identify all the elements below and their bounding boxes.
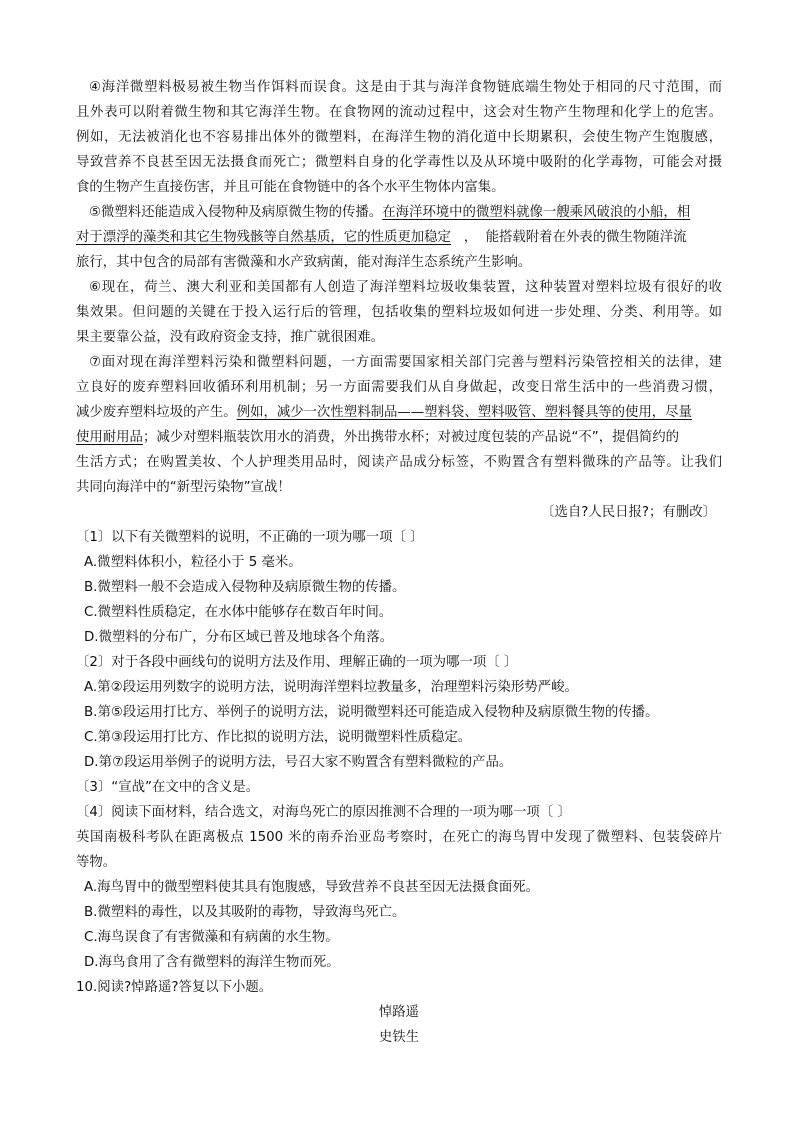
- paragraph-line: 集效果。但问题的关键在于投入运行后的管理，包括收集的塑料垃圾如何进一步处理、分类、利用等。如: [76, 305, 722, 320]
- paragraph-6: [76, 275, 722, 350]
- underlined-sentence: 在海洋环境中的微塑料就像一艘乘风破浪的小船，相: [382, 205, 691, 220]
- paragraph-line: 例如，无法被消化也不容易排出体外的微塑料，在海洋生物的消化道中长期累积，会使生物产生饱腹感，: [76, 130, 722, 145]
- paragraph-7: [76, 350, 722, 500]
- underlined-sentence: 例如，减少一次性塑料制品——塑料袋、塑料吸管、塑料餐具等的使用，尽量: [236, 405, 692, 420]
- plain-text: ， 能搭载附着在外表的微生物随洋流: [450, 230, 687, 245]
- option-d: D.海鸟食用了含有微塑料的海洋生物而死。: [84, 955, 340, 970]
- paragraph-4: [76, 75, 722, 200]
- paragraph-line: 果主要靠公益，没有政府资金支持，推广就很困难。: [76, 330, 384, 345]
- option-a: A.微塑料体积小，粒径小于 5 毫米。: [84, 555, 302, 570]
- question-stem: 〔3〕“宣战”在文中的含义是。: [76, 780, 260, 795]
- question-stem: 〔1〕以下有关微塑料的说明，不正确的一项为哪一项〔 〕: [76, 530, 424, 545]
- paragraph-line: 生活方式；在购置美妆、个人护理类用品时，阅读产品成分标签，不购置含有塑料微珠的产品等。让我们: [76, 455, 722, 470]
- question-1: [76, 525, 722, 650]
- underlined-sentence: 使用耐用品: [76, 430, 143, 445]
- option-d: D.微塑料的分布广，分布区域已普及地球各个角落。: [84, 630, 394, 645]
- reading-material: 英国南极科考队在距离极点 1500 米的南乔治亚岛考察时，在死亡的海鸟胃中发现了微塑料、包装袋碎片: [76, 830, 722, 845]
- paragraph-5: [76, 200, 722, 275]
- question-2: [76, 650, 722, 775]
- document-page: [76, 75, 722, 1050]
- paragraph-line: 食的生物产生直接伤害，并且可能在食物链中的各个水平生物体内富集。: [76, 180, 505, 195]
- plain-text: ⑤微塑料还能造成入侵物种及病原微生物的传播。: [89, 205, 383, 220]
- question-10-stem: 10.阅读?悼路遥?答复以下小题。: [76, 980, 273, 995]
- paragraph-line: 旅行，其中包含的局部有害微藻和水产致病菌，能对海洋生态系统产生影响。: [76, 255, 532, 270]
- paragraph-line: 导致营养不良甚至因无法摄食而死亡；微塑料自身的化学毒性以及从环境中吸附的化学毒物，可能会对摄: [76, 155, 722, 170]
- plain-text: 减少废弃塑料垃圾的产生。: [76, 405, 237, 420]
- poem-title: 悼路遥: [378, 1005, 420, 1020]
- paragraph-line: [76, 200, 722, 225]
- question-stem: 〔4〕阅读下面材料，结合选文，对海鸟死亡的原因推测不合理的一项为哪一项〔 〕: [76, 805, 571, 820]
- paragraph-line: 立良好的废弃塑料回收循环利用机制；另一方面需要我们从自身做起，改变日常生活中的一些消费习惯，: [76, 380, 722, 395]
- question-4: [76, 800, 722, 975]
- option-a: A.第②段运用列数字的说明方法，说明海洋塑料垃教量多，治理塑料污染形势严峻。: [84, 680, 578, 695]
- option-c: C.微塑料性质稳定，在水体中能够存在数百年时间。: [84, 605, 393, 620]
- question-stem: 〔2〕对于各段中画线句的说明方法及作用、理解正确的一项为哪一项〔 〕: [76, 655, 518, 670]
- paragraph-line: ⑥现在，荷兰、澳大利亚和美国都有人创造了海洋塑料垃圾收集装置，这种装置对塑料垃圾有很好的收: [89, 280, 722, 295]
- paragraph-line: ④海洋微塑料极易被生物当作饵料而误食。这是由于其与海洋食物链底端生物处于相同的尺寸范围，而: [89, 80, 722, 95]
- option-c: C.海鸟误食了有害微藻和有病菌的水生物。: [84, 930, 339, 945]
- paragraph-line: [76, 425, 722, 450]
- option-c: C.第③段运用打比方、作比拟的说明方法，说明微塑料性质稳定。: [84, 730, 472, 745]
- option-b: B.第⑤段运用打比方、举例子的说明方法，说明微塑料还可能造成入侵物种及病原微生物的传播。: [84, 705, 659, 720]
- option-a: A.海鸟胃中的微型塑料使其具有饱腹感，导致营养不良甚至因无法摄食面死。: [84, 880, 540, 895]
- plain-text: ；减少对塑料瓶装饮用水的消费，外出携带水杯；对被过度包装的产品说“不”，提倡简约的: [142, 430, 680, 445]
- reading-material: 等物。: [76, 855, 117, 870]
- paragraph-line: ⑦面对现在海洋塑料污染和微塑料问题，一方面需要国家相关部门完善与塑料污染管控相关的法律，建: [89, 355, 722, 370]
- option-b: B.微塑料一般不会造成入侵物种及病原微生物的传播。: [84, 580, 406, 595]
- option-b: B.微塑料的毒性，以及其吸附的毒物，导致海鸟死亡。: [84, 905, 406, 920]
- underlined-sentence: 对于漂浮的藻类和其它生物残骸等自然基质，它的性质更加稳定: [76, 230, 451, 245]
- paragraph-line: 且外表可以附着微生物和其它海洋生物。在食物网的流动过程中，这会对生物产生物理和化学上的危害。: [76, 105, 722, 120]
- source-citation: 〔选自?人民日报?；有删改〕: [541, 505, 716, 520]
- option-d: D.第⑦段运用举例子的说明方法，号召大家不购置含有塑料微粒的产品。: [84, 755, 513, 770]
- paragraph-line: 共同向海洋中的“新型污染物”宣战！: [76, 480, 291, 495]
- paragraph-line: [76, 400, 722, 425]
- author-name: 史铁生: [378, 1030, 420, 1045]
- question-3: [76, 775, 722, 800]
- paragraph-line: [76, 225, 722, 250]
